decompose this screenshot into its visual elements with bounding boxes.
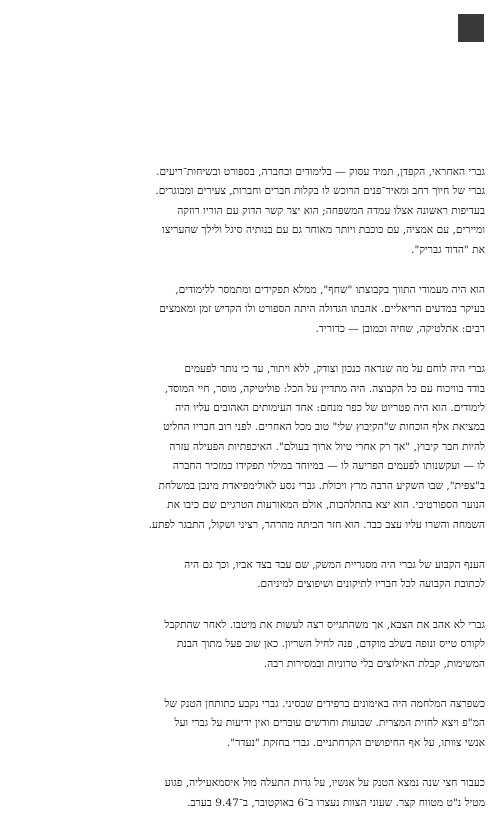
text-line: מטיל נ"ט מטווח קצר. שעוני הצוות נעצרו ב־6 באוקטובר, ב־9.47 בערב. xyxy=(187,796,485,809)
text-line: הנוער הספורטיבי. הוא יצא בהתלהבות, אולם המאורעות הטרגיים שם כיבו את xyxy=(167,499,485,512)
paragraph-army xyxy=(18,616,485,674)
text-line: בעיקר במדעים הריאליים. אהבתו הגדולה היתה הספורט ולו הקדיש זמן ומאמצים xyxy=(159,303,485,316)
text-line: כשפרצה המלחמה היה באימונים ברפידים שבסיני. גברי נקבע כתותחן הטנק של xyxy=(164,697,485,710)
paragraph-group-and-sport xyxy=(18,281,485,339)
text-line: גברי האחראי, הקפדן, תמיד עסוק — בלימודים ובחברה, בספורט ובשיחות־ריעים. xyxy=(156,166,485,178)
text-line: גברי לא אהב את הצבא, אך משהתגייס רצה לעשות את מיטבו. לאחר שהתקבל xyxy=(164,618,485,631)
paragraph-personality xyxy=(18,163,485,260)
text-line: לקורס טייס ונופה בשלב מוקדם, פנה לחיל השריון. כאן שוב פעל מתוך הבנת xyxy=(176,638,485,651)
text-line: להיות חבר קיבוץ, "אך רק אחרי טיול ארוך בעולם". האיכפתיות הפעילה עזרה xyxy=(169,440,485,453)
paragraph-values-and-munich xyxy=(18,360,485,535)
text-line: לו — ועקשנותו לפעמים הפריעה לו — במיוחד במילוי תפקידו כמזכיר החברה xyxy=(172,460,485,473)
text-line: השמחה והשרו עליו עצב כבד. הוא חזר הביתה מהרהר, רציני ושקול, התבגר לפתע. xyxy=(148,518,485,531)
text-line: לימודים. הוא היה פטריוט של כפר מנחם: אחד העימותים האהובים עליו היה xyxy=(175,402,485,415)
text-line: לכתובת הקבועה לכל חבריו לתיקונים ושיפוצים למיניהם. xyxy=(257,578,485,591)
text-line: הוא היה מעמודי התווך בקבוצתו "שחף", ממלא תפקידים ומתמסר ללימודים, xyxy=(175,284,485,297)
paragraph-workshop xyxy=(18,556,485,595)
text-line: בעדיפות ראשונה אצלו עמדה המשפחה; הוא יצר קשר הדוק עם הוריו רוזקה xyxy=(177,204,485,217)
text-line: הענף הקבוע של גברי היה מסגריית המשק, שם עבד בצד אביו, וכך גם היה xyxy=(184,558,485,571)
memorial-text-body xyxy=(18,163,485,834)
text-line: ומיירים, עם אמציה, עם כוכבת ויותר מאוחר גם עם בנותיה סיגל ולילך שהעריצו xyxy=(162,224,485,237)
paragraph-found xyxy=(18,774,485,813)
text-line: המ"פ ויצא לחזית המצרית. שבועות וחודשים עוברים ואין ידיעות על גברי ועל xyxy=(174,717,485,730)
text-line: גברי של חיוך רחב ומאיר־פנים הרוכש לו בקלות חברים וחברות, צעירים ומבוגרים. xyxy=(155,185,485,198)
page-corner-marker xyxy=(458,14,484,42)
text-line: כעבור חצי שנה נמצא הטנק על אנשיו, על גדות התעלה מול איסמאעיליה, פגוע xyxy=(164,777,485,790)
text-line: בודד בוויכוח עם כל הקבוצה. היה מתדיין על הכל: פוליטיקה, מוסר, חיי המוסד, xyxy=(164,382,485,395)
text-line: ב"צפית", שבו השקיע הרבה מרץ ויכולת. גברי נסע לאולימפיאדת מינכן במשלחת xyxy=(158,479,485,492)
text-line: אנשי צוותו, על אף החיפושים הקדחתניים. גברי בחזקת "נעדר". xyxy=(226,736,485,749)
text-line: את "הדוד גבריק". xyxy=(411,243,485,256)
text-line: גברי היה לוחם על מה שנראה כנכון וצודק, ללא ויתור, עד כי נותר לפעמים xyxy=(184,363,485,376)
text-line: המשימות, קבלת האילוצים בלי טרוניות ובמסירות רבה. xyxy=(263,657,485,670)
text-line: במציאת אלף הוכחות ש"הקיבוץ שלי" טוב מכל האחרים. לפני רוב חבריו החליט xyxy=(163,421,485,434)
paragraph-war xyxy=(18,695,485,753)
text-line: רבים: אתלטיקה, שחיה וכמובן — כדוריד. xyxy=(315,322,485,335)
